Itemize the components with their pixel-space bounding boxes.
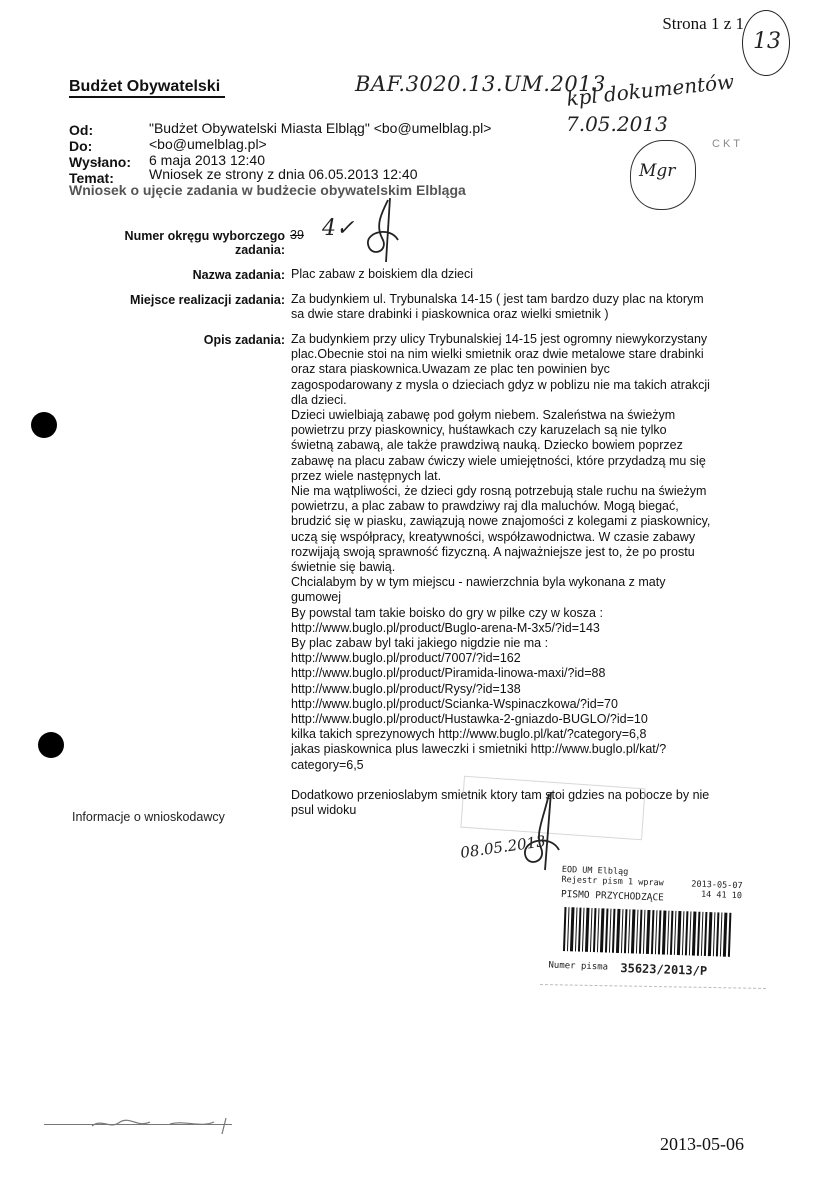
letter-number: 35623/2013/P [620, 961, 708, 979]
task-name-value: Plac zabaw z boiskiem dla dzieci [291, 267, 474, 281]
location-value [291, 292, 731, 322]
subject-value: Wniosek ze strony z dnia 06.05.2013 12:40 [149, 166, 418, 182]
description-line: Za budynkiem przy ulicy Trybunalskiej 14-15 jest ogromny niewykorzystany [291, 332, 708, 346]
description-line: Nie ma wątpliwości, że dzieci gdy rosną potrzebują stale ruchu na świeżym [291, 484, 707, 499]
faint-stamp-text: CKT [712, 138, 743, 150]
footer-date: 2013-05-06 [660, 1134, 744, 1154]
description-line: zabawę na placu zabaw ćwiczy wiele umiejętności, które przydadzą mu się [291, 453, 706, 468]
description-line: By powstal tam takie boisko do gry w pilke czy w kosza : [291, 605, 603, 620]
district-label-line2: zadania: [234, 243, 285, 257]
description-body [291, 332, 723, 818]
description-line: dla dzieci. [291, 392, 347, 407]
barcode [563, 907, 732, 957]
document-title: Budżet Obywatelski [69, 78, 221, 95]
description-line: http://www.buglo.pl/product/Scianka-Wspinaczkowa/?id=70 [291, 696, 618, 711]
handwritten-note: kpl dokumentów [565, 69, 736, 111]
handwritten-reference: BAF.3020.13.UM.2013 [355, 72, 606, 96]
location-line: Za budynkiem ul. Trybunalska 14-15 ( jest tam bardzo duzy plac na ktorym [291, 292, 704, 306]
form-heading: Wniosek o ujęcie zadania w budżecie obywatelskim Elbląga [69, 182, 466, 198]
sent-value: 6 maja 2013 12:40 [149, 152, 265, 168]
description-line: przez wiele następnych lat. [291, 468, 442, 483]
description-line: By plac zabaw byl taki jakiego nigdzie nie ma : [291, 636, 549, 651]
registry-time: 14 41 10 [700, 889, 743, 902]
description-line: psul widoku [291, 803, 357, 818]
description-line: rozwijają swoją sprawność fizyczną. A najważniejsze jest to, że po prostu [291, 544, 695, 559]
signature-initials: Mgr [639, 161, 676, 181]
registry-stamp [538, 858, 760, 988]
description-line: powietrzu przy piaskownicy, huśtawkach czy karuzelach są nie tylko [291, 423, 667, 438]
description-line: Chcialabym by w tym miejscu - nawierzchnia byla wykonana z maty [291, 575, 666, 590]
description-line: http://www.buglo.pl/product/Rysy/?id=138 [291, 681, 521, 696]
to-label: Do: [69, 138, 93, 154]
description-line: Dodatkowo przenioslabym smietnik ktory tam stoi gdzies na pobocze by nie [291, 787, 710, 802]
letter-number-label: Numer pisma [548, 960, 609, 973]
district-label-line1: Numer okręgu wyborczego [124, 229, 285, 243]
task-name-label: Nazwa zadania: [192, 268, 285, 282]
description-line: http://www.buglo.pl/product/7007/?id=162 [291, 651, 521, 666]
description-label: Opis zadania: [203, 333, 285, 347]
location-line: sa dwie stare drabinki i piaskownica oraz wielki smietnik ) [291, 307, 609, 321]
applicant-info-label: Informacje o wnioskodawcy [72, 810, 225, 824]
description-line: oraz stara piaskownica.Uwazam ze plac ten powinien byc [291, 362, 610, 377]
handwritten-signature-1 [360, 196, 408, 266]
circled-page-mark [742, 10, 790, 76]
description-line: zagospodarowany z mysla o dzieciach gdyz w poblizu nie ma takich atrakcji [291, 377, 710, 392]
from-label: Od: [69, 122, 94, 138]
registry-sub: Rejestr pism 1 wpraw [561, 874, 664, 889]
district-correction: 4✓ [322, 216, 355, 241]
registry-date: 2013-05-07 [691, 879, 743, 892]
letter-type: PISMO PRZYCHODZĄCE [560, 888, 665, 904]
description-line: kilka takich sprezynowych http://www.buglo.pl/kat/?category=6,8 [291, 727, 647, 742]
bottom-rule [44, 1124, 232, 1125]
punch-hole [31, 412, 57, 438]
district-value: 39 [290, 228, 304, 242]
description-line: http://www.buglo.pl/product/Buglo-arena-M-3x5/?id=143 [291, 620, 600, 635]
description-line: świetną zabawą, ale także prawdziwą nauką. Dziecko bowiem poprzez [291, 438, 683, 453]
description-line: http://www.buglo.pl/product/Hustawka-2-gniazdo-BUGLO/?id=10 [291, 712, 648, 727]
description-line: http://www.buglo.pl/product/Piramida-linowa-maxi/?id=88 [291, 666, 606, 681]
description-line: category=6,5 [291, 757, 364, 772]
description-line: Dzieci uwielbiają zabawę pod gołym niebem. Szaleństwa na świeżym [291, 408, 676, 423]
sent-label: Wysłano: [69, 154, 131, 170]
from-value: "Budżet Obywatelski Miasta Elbląg" <bo@umelblag.pl> [149, 120, 492, 136]
to-value: <bo@umelblag.pl> [149, 136, 267, 152]
location-label: Miejsce realizacji zadania: [130, 293, 285, 307]
description-line: powietrzu, a plac zabaw to prawdziwy raj dla maluchów. Mogą biegać, [291, 499, 679, 514]
description-line: brudzić się w piasku, zawiązują nowe znajomości z kolegami z piaskownicy, [291, 514, 711, 529]
receipt-date-handwritten: 08.05.2013 [459, 832, 547, 862]
subject-label: Temat: [69, 170, 114, 186]
description-line: świetnie się bawią. [291, 560, 396, 575]
handwritten-date: 7.05.2013 [566, 112, 668, 136]
page-number: Strona 1 z 1 [662, 14, 744, 33]
description-line: plac.Obecnie stoi na nim wielki smietnik oraz dwie metalowe stare drabinki [291, 347, 704, 362]
circled-number: 13 [753, 29, 781, 54]
description-line: gumowej [291, 590, 342, 605]
registry-office: EOD UM Elbląg [561, 864, 629, 878]
description-line: jakas piaskownica plus laweczki i smietniki http://www.buglo.pl/kat/? [291, 742, 667, 757]
signature-mark [630, 140, 696, 210]
punch-hole [38, 732, 64, 758]
title-underline [69, 96, 225, 98]
description-line: uczą się współpracy, kreatywności, współzawodnictwa. W czasie zabawy [291, 529, 696, 544]
